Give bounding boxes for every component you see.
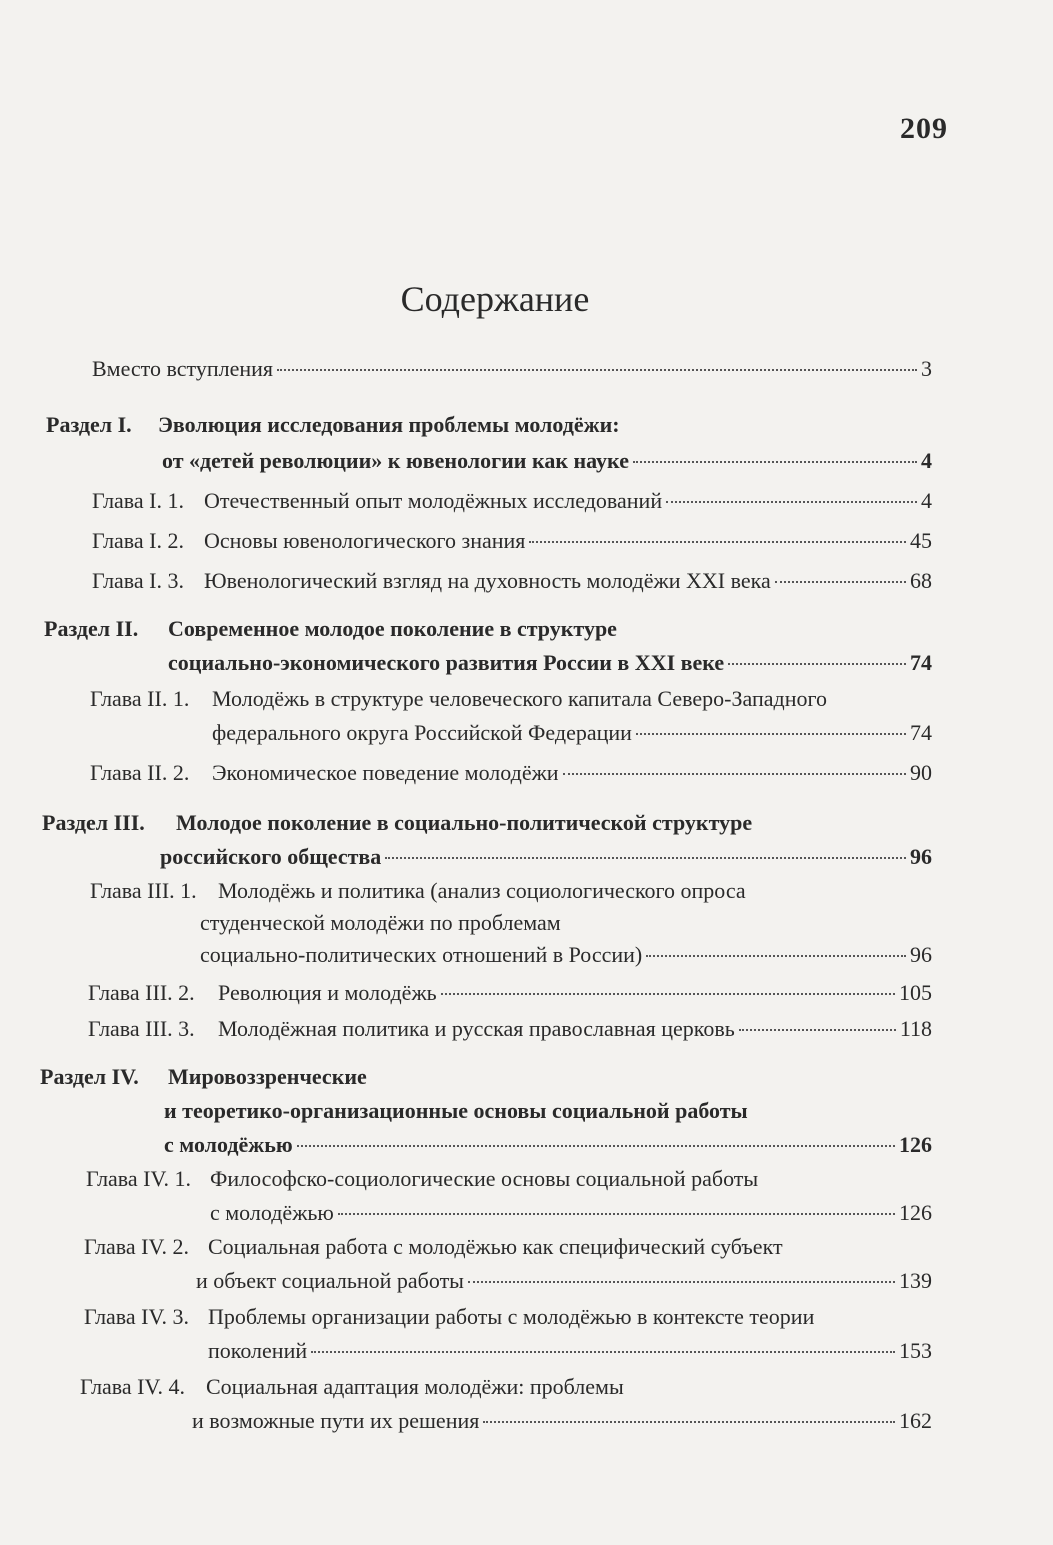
- chapter-title: Ювенологический взгляд на духовность молодёжи XXI века: [204, 568, 771, 593]
- section-title: от «детей революции» к ювенологии как науке: [162, 448, 629, 473]
- leader-dots: [277, 369, 917, 371]
- chapter-entry-cont[interactable]: [196, 1270, 932, 1292]
- chapter-entry[interactable]: [92, 530, 932, 552]
- chapter-page: 153: [899, 1338, 932, 1363]
- chapter-page: 96: [910, 942, 932, 967]
- chapter-entry[interactable]: [80, 1376, 624, 1398]
- chapter-label: Глава IV. 2.: [84, 1234, 190, 1259]
- section-title: и теоретико-организационные основы социальной работы: [164, 1098, 748, 1123]
- leader-dots: [633, 461, 917, 463]
- section-title: Молодое поколение в социально-политической структуре: [176, 810, 753, 835]
- section-page: 96: [910, 844, 932, 869]
- section-page: 126: [899, 1132, 932, 1157]
- section-heading-cont[interactable]: [164, 1100, 748, 1122]
- chapter-entry[interactable]: [92, 490, 932, 512]
- chapter-title: Социальная адаптация молодёжи: проблемы: [206, 1374, 624, 1399]
- chapter-page: 45: [910, 528, 932, 553]
- chapter-entry-cont[interactable]: [192, 1410, 932, 1432]
- chapter-title: студенческой молодёжи по проблемам: [200, 910, 561, 935]
- section-label: Раздел II.: [44, 616, 139, 641]
- section-page: 74: [910, 650, 932, 675]
- chapter-page: 4: [921, 488, 932, 513]
- leader-dots: [441, 993, 895, 995]
- chapter-page: 139: [899, 1268, 932, 1293]
- chapter-entry[interactable]: [84, 1236, 783, 1258]
- chapter-entry[interactable]: [90, 762, 932, 784]
- chapter-title: Молодёжная политика и русская православная церковь: [218, 1016, 735, 1041]
- chapter-title: социально-политических отношений в России): [200, 942, 643, 967]
- chapter-title: Экономическое поведение молодёжи: [212, 760, 559, 785]
- chapter-entry[interactable]: [92, 570, 932, 592]
- chapter-page: 118: [899, 1016, 932, 1041]
- section-label: Раздел III.: [42, 810, 145, 835]
- leader-dots: [483, 1421, 895, 1423]
- toc-entry-page: 3: [921, 356, 932, 381]
- chapter-entry[interactable]: [84, 1306, 814, 1328]
- leader-dots: [385, 857, 906, 859]
- leader-dots: [775, 581, 906, 583]
- section-label: Раздел I.: [46, 412, 132, 437]
- chapter-entry[interactable]: [88, 982, 932, 1004]
- chapter-label: Глава III. 1.: [90, 878, 197, 903]
- chapter-label: Глава I. 1.: [92, 488, 184, 513]
- leader-dots: [728, 663, 906, 665]
- section-heading-cont[interactable]: [168, 652, 932, 674]
- chapter-label: Глава I. 2.: [92, 528, 184, 553]
- chapter-title: Отечественный опыт молодёжных исследований: [204, 488, 663, 513]
- chapter-entry-cont[interactable]: [200, 944, 932, 966]
- leader-dots: [297, 1145, 895, 1147]
- section-label: Раздел IV.: [40, 1064, 139, 1089]
- leader-dots: [468, 1281, 895, 1283]
- section-title: Современное молодое поколение в структуре: [168, 616, 617, 641]
- leader-dots: [739, 1029, 896, 1031]
- chapter-entry-cont[interactable]: [200, 912, 561, 934]
- section-heading-cont[interactable]: [162, 450, 932, 472]
- chapter-page: 74: [910, 720, 932, 745]
- section-heading[interactable]: [40, 1066, 367, 1088]
- chapter-entry[interactable]: [86, 1168, 758, 1190]
- chapter-page: 126: [899, 1200, 932, 1225]
- chapter-entry-cont[interactable]: [208, 1340, 932, 1362]
- leader-dots: [311, 1351, 895, 1353]
- leader-dots: [338, 1213, 895, 1215]
- chapter-label: Глава IV. 4.: [80, 1374, 186, 1399]
- chapter-entry-cont[interactable]: [210, 1202, 932, 1224]
- chapter-title: Молодёжь в структуре человеческого капитала Северо-Западного: [212, 686, 827, 711]
- toc-title: Содержание: [400, 279, 590, 319]
- chapter-page: 105: [899, 980, 932, 1005]
- section-page: 4: [921, 448, 932, 473]
- chapter-label: Глава IV. 3.: [84, 1304, 190, 1329]
- chapter-entry[interactable]: [90, 688, 827, 710]
- chapter-page: 90: [910, 760, 932, 785]
- leader-dots: [666, 501, 917, 503]
- chapter-page: 68: [910, 568, 932, 593]
- section-title: социально-экономического развития России в XXI веке: [168, 650, 725, 675]
- leader-dots: [636, 733, 906, 735]
- section-heading-cont[interactable]: [164, 1134, 932, 1156]
- leader-dots: [563, 773, 906, 775]
- toc-entry-title: Вместо вступления: [92, 356, 274, 381]
- section-title: Мировоззренческие: [168, 1064, 367, 1089]
- chapter-entry[interactable]: [90, 880, 746, 902]
- chapter-page: 162: [899, 1408, 932, 1433]
- toc-entry-intro[interactable]: [92, 358, 932, 380]
- chapter-title: поколений: [208, 1338, 308, 1363]
- chapter-entry[interactable]: [88, 1018, 932, 1040]
- chapter-title: и возможные пути их решения: [192, 1408, 480, 1433]
- section-title: с молодёжью: [164, 1132, 293, 1157]
- section-heading[interactable]: [46, 414, 620, 436]
- chapter-entry-cont[interactable]: [212, 722, 932, 744]
- section-title: российского общества: [160, 844, 382, 869]
- chapter-title: и объект социальной работы: [196, 1268, 464, 1293]
- chapter-label: Глава III. 2.: [88, 980, 195, 1005]
- leader-dots: [646, 955, 906, 957]
- chapter-title: Основы ювенологического знания: [204, 528, 526, 553]
- chapter-title: Проблемы организации работы с молодёжью в контексте теории: [208, 1304, 815, 1329]
- chapter-title: с молодёжью: [210, 1200, 334, 1225]
- chapter-title: Философско-социологические основы социальной работы: [210, 1166, 759, 1191]
- section-heading[interactable]: [44, 618, 617, 640]
- chapter-label: Глава III. 3.: [88, 1016, 195, 1041]
- chapter-title: Социальная работа с молодёжью как специфический субъект: [208, 1234, 783, 1259]
- chapter-title: федерального округа Российской Федерации: [212, 720, 632, 745]
- section-title: Эволюция исследования проблемы молодёжи:: [158, 412, 620, 437]
- leader-dots: [529, 541, 906, 543]
- chapter-label: Глава II. 1.: [90, 686, 190, 711]
- section-heading-cont[interactable]: [160, 846, 932, 868]
- section-heading[interactable]: [42, 812, 752, 834]
- chapter-title: Молодёжь и политика (анализ социологического опроса: [218, 878, 746, 903]
- page-number: 209: [900, 112, 948, 145]
- chapter-label: Глава I. 3.: [92, 568, 184, 593]
- chapter-label: Глава IV. 1.: [86, 1166, 192, 1191]
- chapter-label: Глава II. 2.: [90, 760, 190, 785]
- chapter-title: Революция и молодёжь: [218, 980, 437, 1005]
